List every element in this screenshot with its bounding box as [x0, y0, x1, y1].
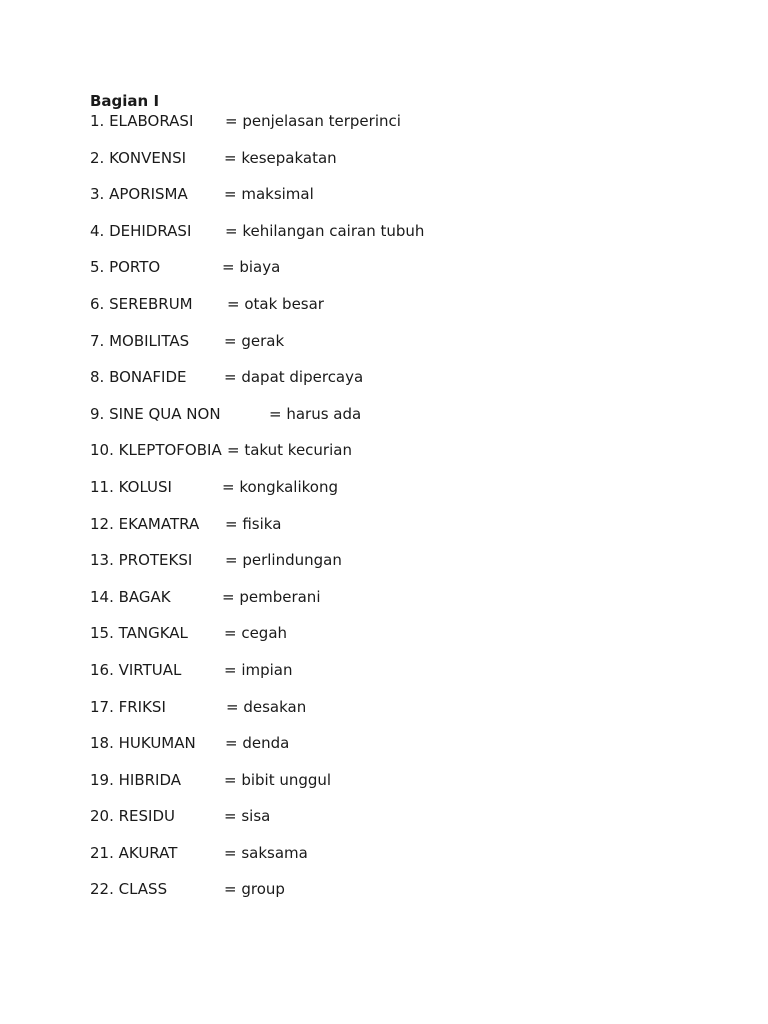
list-item [90, 367, 730, 404]
term: 21. AKURAT [90, 843, 178, 862]
term: 17. FRIKSI [90, 697, 166, 716]
term: 4. DEHIDRASI [90, 221, 192, 240]
list-item [90, 697, 730, 734]
list-item [90, 111, 730, 148]
definition: = penjelasan terperinci [225, 112, 401, 130]
list-item [90, 770, 730, 807]
term: 6. SEREBRUM [90, 294, 193, 313]
list-item [90, 184, 730, 221]
list-item [90, 440, 730, 477]
definition: = harus ada [269, 404, 362, 423]
list-item [90, 221, 730, 258]
definition: = otak besar [227, 294, 324, 313]
definition: = maksimal [224, 185, 314, 204]
list-item [90, 660, 730, 697]
document-page [90, 92, 730, 916]
list-item [90, 733, 730, 770]
list-item [90, 806, 730, 843]
vocabulary-list [90, 111, 730, 916]
list-item [90, 587, 730, 624]
list-item [90, 477, 730, 514]
term: 9. SINE QUA NON [90, 404, 221, 423]
term: 16. VIRTUAL [90, 660, 182, 679]
definition: = cegah [224, 624, 288, 643]
term: 15. TANGKAL [90, 624, 188, 643]
list-item [90, 148, 730, 185]
term: 5. PORTO [90, 258, 161, 277]
term: 14. BAGAK [90, 587, 171, 606]
list-item [90, 550, 730, 587]
list-item [90, 404, 730, 441]
definition: = pemberani [222, 587, 321, 606]
list-item [90, 257, 730, 294]
definition: = impian [224, 660, 293, 679]
term: 18. HUKUMAN [90, 734, 196, 753]
definition: = perlindungan [225, 551, 342, 570]
definition: = denda [225, 734, 290, 753]
term: 19. HIBRIDA [90, 770, 182, 789]
definition: = group [224, 880, 285, 899]
definition: = gerak [224, 331, 285, 350]
list-item [90, 514, 730, 551]
term: 3. APORISMA [90, 185, 188, 204]
list-item [90, 843, 730, 880]
definition: = sisa [224, 807, 271, 826]
definition: = kongkalikong [222, 477, 339, 496]
definition: = bibit unggul [224, 770, 332, 789]
list-item [90, 294, 730, 331]
term: 7. MOBILITAS [90, 331, 190, 350]
definition: = saksama [224, 843, 308, 862]
term: 12. EKAMATRA [90, 514, 200, 533]
list-item [90, 331, 730, 368]
definition: = kesepakatan [224, 148, 337, 167]
section-heading: Bagian I [90, 92, 160, 110]
definition: = kehilangan cairan tubuh [225, 221, 425, 240]
term: 20. RESIDU [90, 807, 175, 826]
definition: = takut kecurian [227, 441, 352, 460]
term: 10. KLEPTOFOBIA [90, 441, 222, 460]
term: 22. CLASS [90, 880, 168, 899]
term: 2. KONVENSI [90, 148, 187, 167]
definition: = fisika [225, 514, 282, 533]
definition: = desakan [226, 697, 307, 716]
list-item [90, 879, 730, 916]
term: 8. BONAFIDE [90, 368, 187, 387]
list-item [90, 623, 730, 660]
term: 13. PROTEKSI [90, 551, 193, 570]
definition: = dapat dipercaya [224, 368, 364, 387]
term: 1. ELABORASI [90, 112, 194, 130]
term: 11. KOLUSI [90, 477, 172, 496]
definition: = biaya [222, 258, 281, 277]
